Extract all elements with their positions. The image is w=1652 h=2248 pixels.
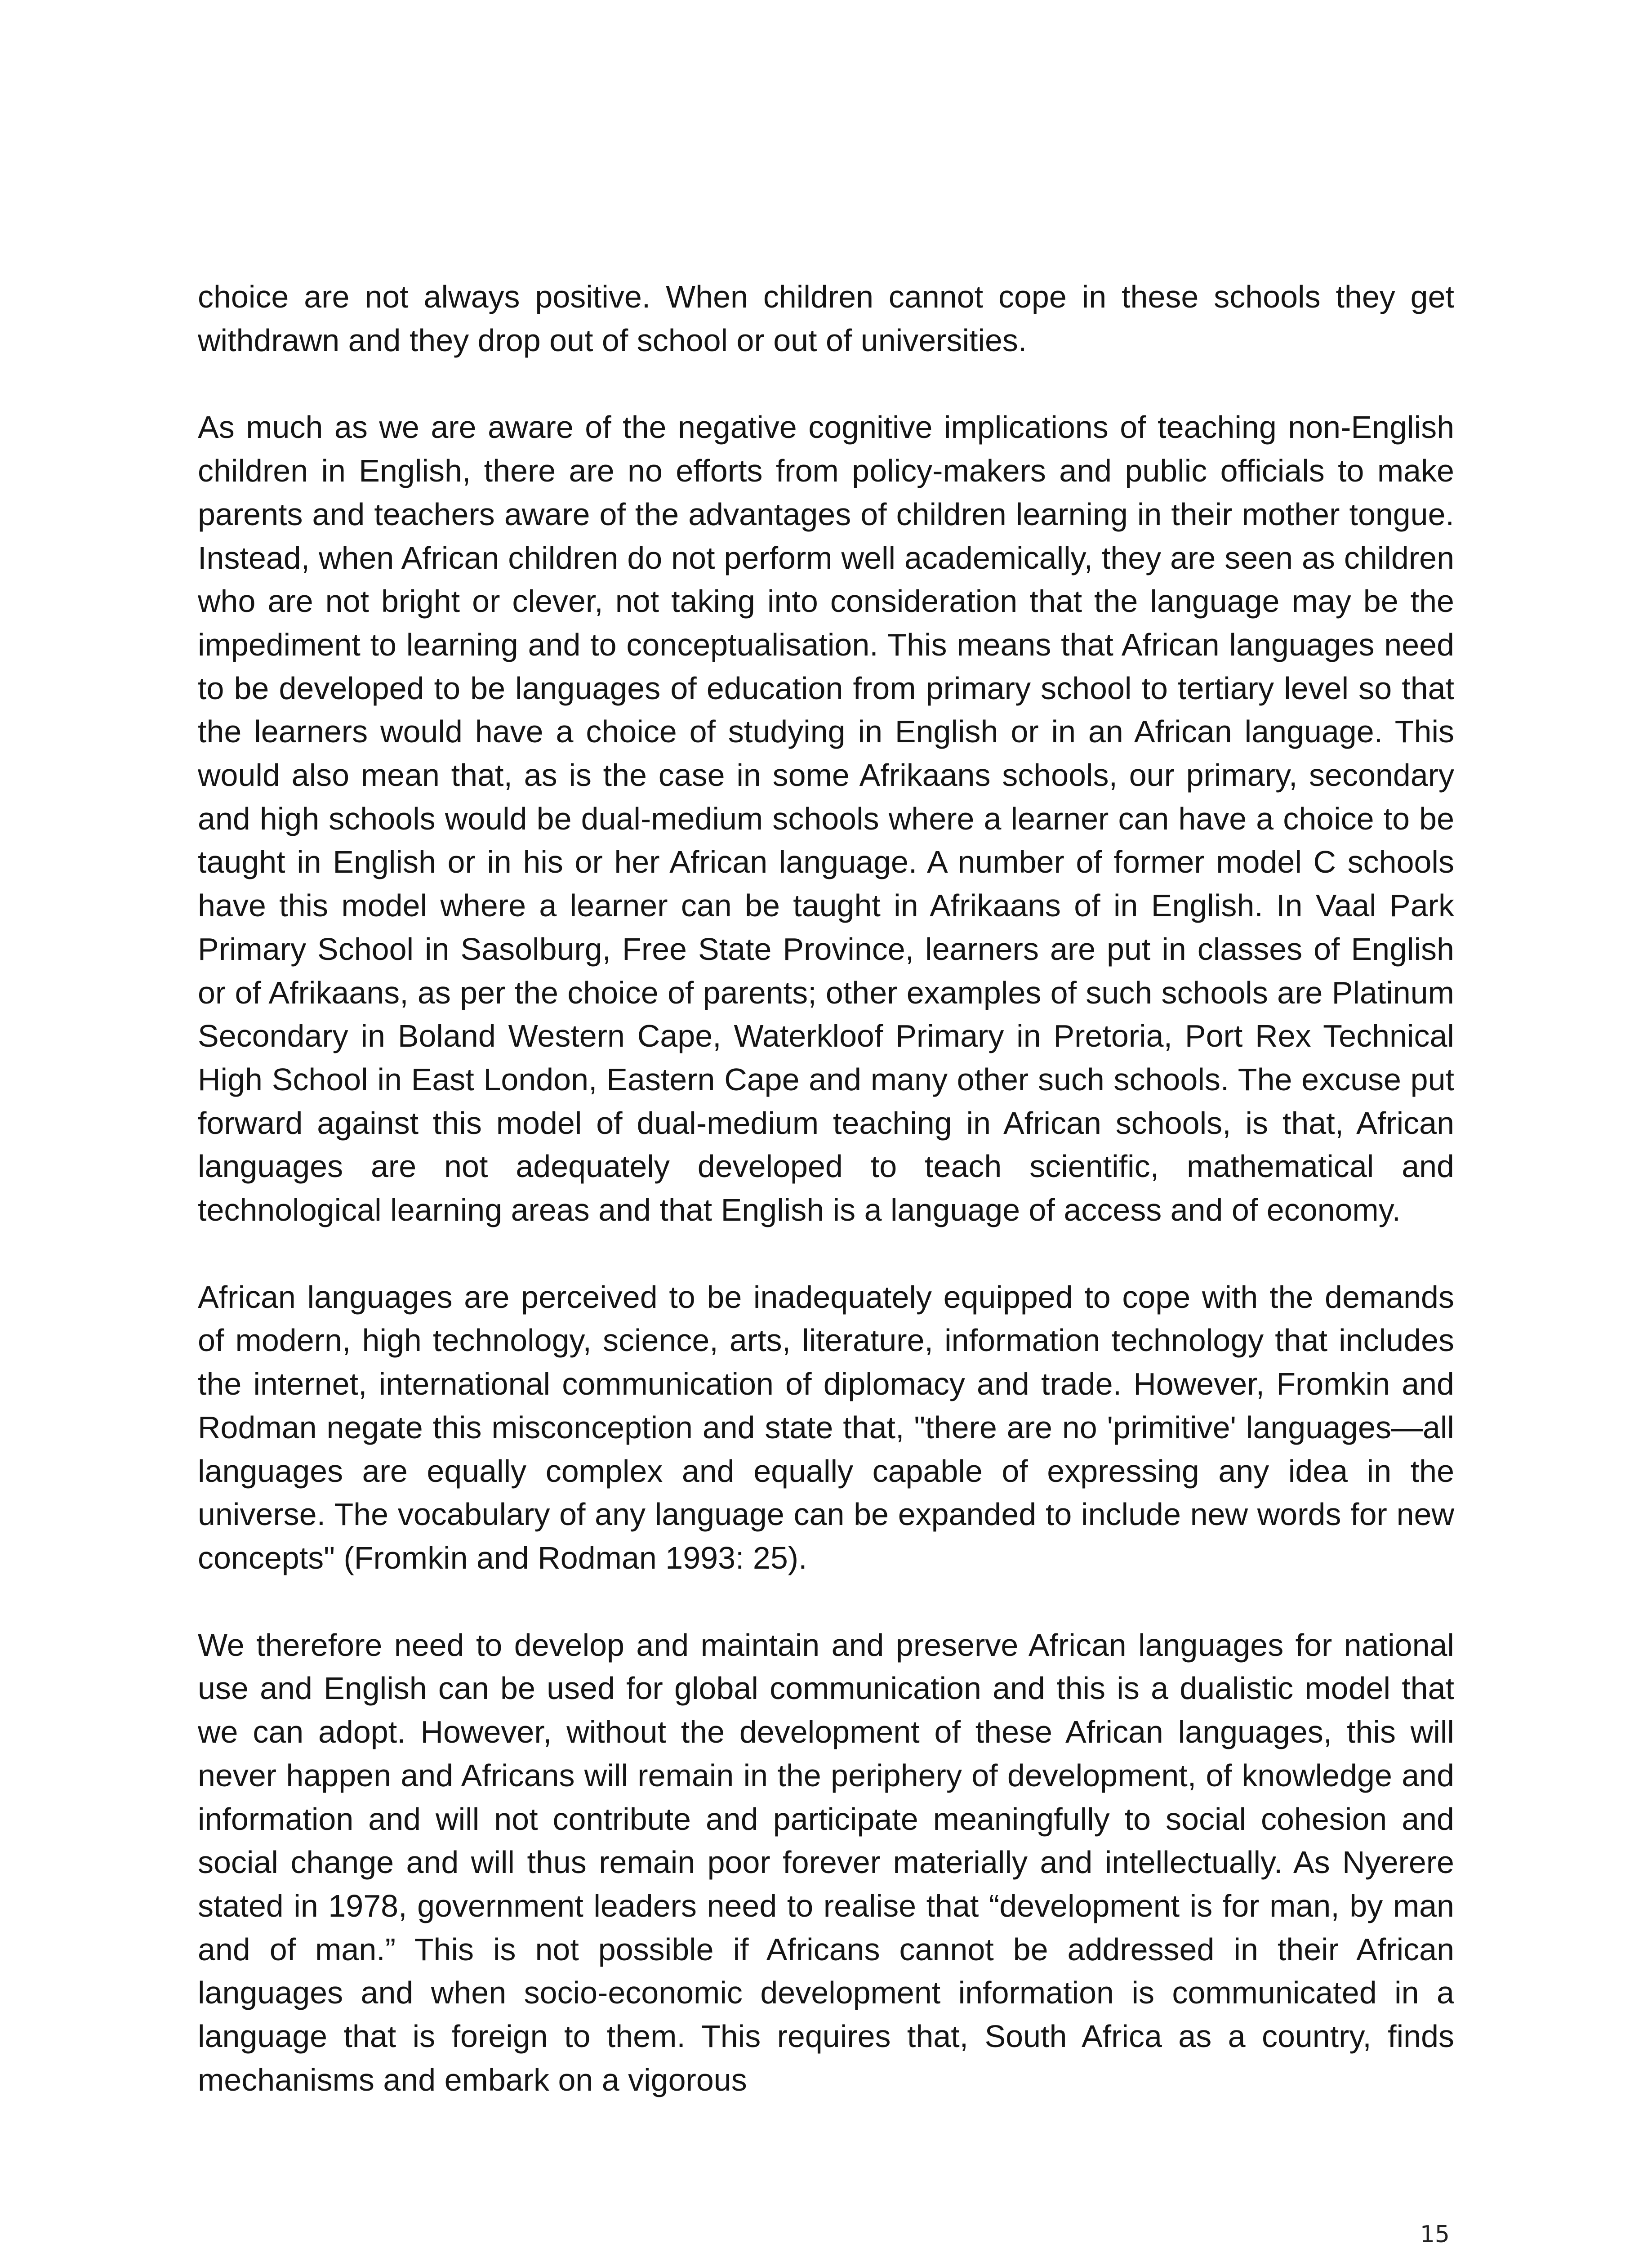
paragraph-2: As much as we are aware of the negative cognitive implications of teaching non-English children in English, there are no efforts from policy-makers and public officials to make parents and teachers aware of the advantages of children learning in their mother tongue. Instead, when African children do not perform well academically, they are seen as children who are not bright or clever, not taking into consideration that the language may be the impediment to learning and to conceptualisation. This means that African languages need to be developed to be languages of education from primary school to tertiary level so that the learners would have a choice of studying in English or in an African language. This would also mean that, as is the case in some Afrikaans schools, our primary, secondary and high schools would be dual-medium schools where a learner can have a choice to be taught in English or in his or her African language. A number of former model C schools have this model where a learner can be taught in Afrikaans of in English. In Vaal Park Primary School in Sasolburg, Free State Province, learners are put in classes of English or of Afrikaans, as per the choice of parents; other examples of such schools are Platinum Secondary in Boland Western Cape, Waterkloof Primary in Pretoria, Port Rex Technical High School in East London, Eastern Cape and many other such schools. The excuse put forward against this model of dual-medium teaching in African schools, is that, African languages are not adequately developed to teach scientific, mathematical and technological learning areas and that English is a language of access and of economy. xyxy=(198,410,1454,1228)
page-number: 15 xyxy=(1420,2221,1450,2248)
paragraph-1: choice are not always positive. When children cannot cope in these schools they get withdrawn and they drop out of school or out of universities. xyxy=(198,279,1454,358)
paragraph-3: African languages are perceived to be inadequately equipped to cope with the demands of modern, high technology, science, arts, literature, information technology that includes the internet, international communication of diplomacy and trade. However, Fromkin and Rodman negate this misconception and state that, "there are no 'primitive' languages—all languages are equally complex and equally capable of expressing any idea in the universe. The vocabulary of any language can be expanded to include new words for new concepts" (Fromkin and Rodman 1993: 25). xyxy=(198,1279,1454,1575)
body-text xyxy=(198,275,1454,2101)
paragraph-4: We therefore need to develop and maintain and preserve African languages for national use and English can be used for global communication and this is a dualistic model that we can adopt. However, without the development of these African languages, this will never happen and Africans will remain in the periphery of development, of knowledge and information and will not contribute and participate meaningfully to social cohesion and social change and will thus remain poor forever materially and intellectually. As Nyerere stated in 1978, government leaders need to realise that “development is for man, by man and of man.” This is not possible if Africans cannot be addressed in their African languages and when socio-economic development information is communicated in a language that is foreign to them. This requires that, South Africa as a country, finds mechanisms and embark on a vigorous xyxy=(198,1627,1454,2097)
